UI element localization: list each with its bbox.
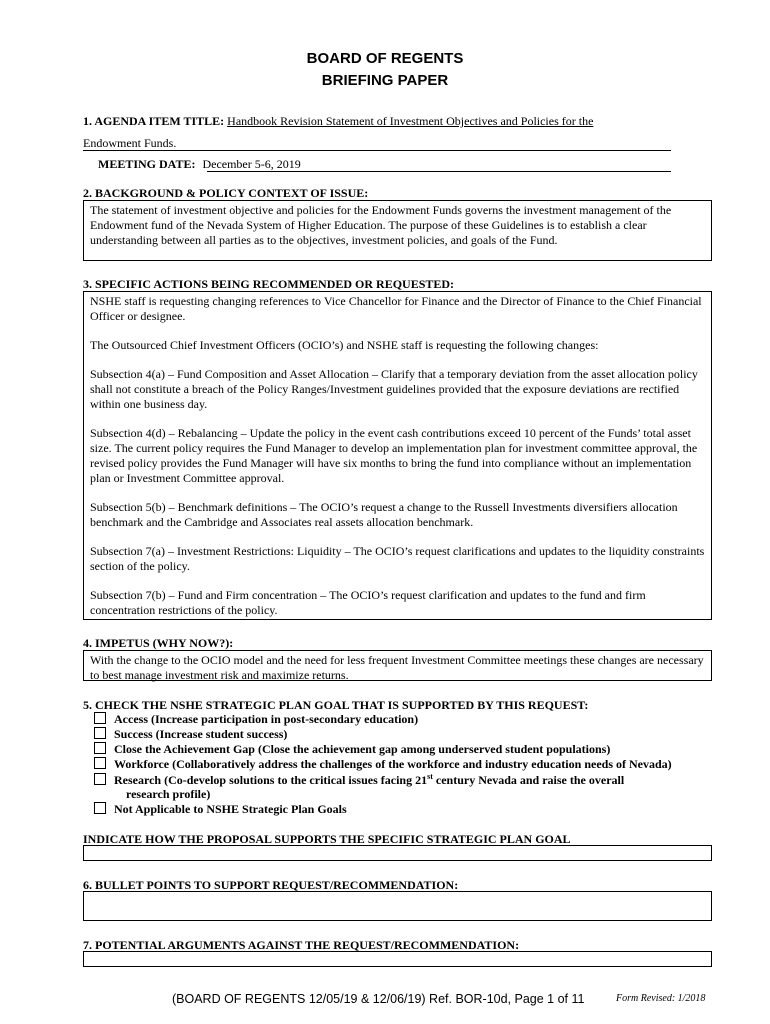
section-6-input-box[interactable] [83,891,712,921]
section-5-heading: 5. CHECK THE NSHE STRATEGIC PLAN GOAL THAT IS SUPPORTED BY THIS REQUEST: [83,698,589,712]
meeting-date-value: December 5-6, 2019 [202,157,301,171]
section-4-heading: 4. IMPETUS (WHY NOW?): [83,636,234,650]
doc-title: BOARD OF REGENTS [306,50,464,67]
section-3-paragraph: The Outsourced Chief Investment Officers (OCIO’s) and NSHE staff is requesting the following changes: [90,338,599,352]
goal-achievement-gap-checkbox[interactable] [94,742,106,754]
section-2-box [83,200,712,261]
goal-not-applicable-label: Not Applicable to NSHE Strategic Plan Goals [114,802,347,816]
indicate-heading: INDICATE HOW THE PROPOSAL SUPPORTS THE SPECIFIC STRATEGIC PLAN GOAL [83,832,571,846]
section-3-paragraph: Subsection 4(a) – Fund Composition and Asset Allocation – Clarify that a temporary deviation from the asset allocation policy shall not constitute a breach of the Policy Ranges/Investment guidelines provided that the exposure deviations are rectified within one business day. [90,367,698,411]
section-4-box [83,650,712,681]
section-3-box [83,291,712,620]
section-3-paragraph: Subsection 5(b) – Benchmark definitions – The OCIO’s request a change to the Russell Investments diversifiers allocation benchmark and the Cambridge and Associates real assets allocation benchmark. [90,500,678,529]
section-7-heading: 7. POTENTIAL ARGUMENTS AGAINST THE REQUEST/RECOMMENDATION: [83,938,520,952]
agenda-item [83,114,593,129]
section-3-paragraph: Subsection 7(b) – Fund and Firm concentration – The OCIO’s request clarification and updates to the fund and firm concentration restrictions of the policy. [90,588,646,617]
goal-workforce-checkbox[interactable] [94,757,106,769]
page-footer: (BOARD OF REGENTS 12/05/19 & 12/06/19) Ref. BOR-10d, Page 1 of 11 [172,992,585,1006]
goal-success[interactable] [94,727,287,742]
goal-success-checkbox[interactable] [94,727,106,739]
goal-research[interactable] [94,772,624,788]
goal-research-label [114,773,624,787]
goal-research-checkbox[interactable] [94,773,106,785]
goal-achievement-gap[interactable] [94,742,610,757]
goal-access-checkbox[interactable] [94,712,106,724]
section-6-heading: 6. BULLET POINTS TO SUPPORT REQUEST/RECOMMENDATION: [83,878,459,892]
meeting-date-rule [207,171,671,172]
goal-research-text: Research (Co-develop solutions to the critical issues facing 21 [114,773,428,787]
meeting-date-row [98,157,301,172]
agenda-title-rule [83,150,671,151]
section-3-paragraph: Subsection 4(d) – Rebalancing – Update the policy in the event cash contributions exceed 10 percent of the Funds’ total asset size. The current policy requires the Fund Manager to develop an implementation plan for investment committee approval, the revised policy provides the Fund Manager will have six months to bring the fund into compliance without an implementation plan or Investment Committee approval. [90,426,698,485]
goal-not-applicable[interactable] [94,802,347,817]
doc-subtitle: BRIEFING PAPER [321,72,449,89]
goal-research-sup: st [427,772,433,781]
goal-achievement-gap-label: Close the Achievement Gap (Close the achievement gap among underserved student populations) [114,742,611,756]
section-3-paragraph: Subsection 7(a) – Investment Restrictions: Liquidity – The OCIO’s request clarifications and updates to the liquidity constraints section of the policy. [90,544,705,573]
goal-success-label: Success (Increase student success) [114,727,288,741]
section-2-text: The statement of investment objective and policies for the Endowment Funds governs the investment management of the Endowment fund of the Nevada System of Higher Education. The purpose of these Guidelines is to establish a clear understanding between all parties as to the objectives, investment policies, and goals of the Fund. [90,203,672,247]
section-3-paragraph: NSHE staff is requesting changing references to Vice Chancellor for Finance and the Director of Finance to the Chief Financial Officer or designee. [90,294,702,323]
agenda-item-label: 1. AGENDA ITEM TITLE: [83,114,225,128]
agenda-item-title-line2: Endowment Funds. [83,136,177,150]
goal-workforce-label: Workforce (Collaboratively address the challenges of the workforce and industry education needs of Nevada) [114,757,672,771]
indicate-input-box[interactable] [83,845,712,861]
goal-access[interactable] [94,712,418,727]
goal-research-label-line2: research profile) [126,787,211,801]
section-2-heading: 2. BACKGROUND & POLICY CONTEXT OF ISSUE: [83,186,369,200]
goal-research-text-end: century Nevada and raise the overall [432,773,625,787]
goal-not-applicable-checkbox[interactable] [94,802,106,814]
goal-access-label: Access (Increase participation in post-secondary education) [114,712,419,726]
agenda-item-title-line1: Handbook Revision Statement of Investment Objectives and Policies for the [227,114,594,128]
section-3-heading: 3. SPECIFIC ACTIONS BEING RECOMMENDED OR REQUESTED: [83,277,455,291]
meeting-date-label: MEETING DATE: [98,157,196,171]
form-revised: Form Revised: 1/2018 [616,993,706,1004]
goal-workforce[interactable] [94,757,672,772]
section-7-input-box[interactable] [83,951,712,967]
section-4-text: With the change to the OCIO model and the need for less frequent Investment Committee meetings these changes are necessary to best manage investment risk and maximize returns. [90,653,704,682]
